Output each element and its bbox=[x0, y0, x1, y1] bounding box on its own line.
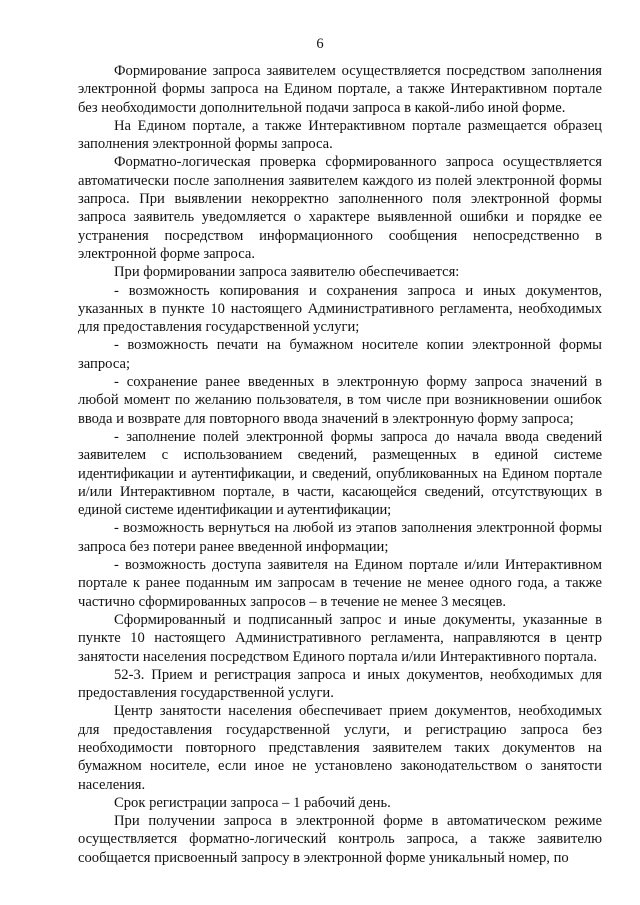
paragraph-request-formation: Формирование запроса заявителем осуществляется посредством заполнения электронной формы запроса на Едином портале, а также Интерактивном портале без необходимости дополнительной подачи запроса в какой-либо иной форме. bbox=[78, 63, 602, 116]
paragraph-electronic-receipt: При получении запроса в электронной форме в автоматическом режиме осуществляется форматно-логический контроль запроса, а также заявителю сообщается присвоенный запросу в электронной форме уникальный номер, по bbox=[78, 813, 602, 866]
document-body bbox=[78, 62, 602, 867]
paragraph-sample-form: На Едином портале, а также Интерактивном портале размещается образец заполнения электронной формы запроса. bbox=[78, 117, 602, 153]
list-item-return-step: - возможность вернуться на любой из этапов заполнения электронной формы запроса без потери ранее введенной информации; bbox=[78, 520, 602, 555]
list-item-save-values: - сохранение ранее введенных в электронную форму запроса значений в любой момент по желанию пользователя, в том числе при возникновении ошибок ввода и возврате для повторного ввода значений в электронную форму запроса; bbox=[78, 374, 602, 427]
paragraph-submission: Сформированный и подписанный запрос и иные документы, указанные в пункте 10 настоящего Административного регламента, направляются в центр занятости населения посредством Единого портала и/или Интерактивного портала. bbox=[78, 611, 602, 665]
list-item-autofill: - заполнение полей электронной формы запроса до начала ввода сведений заявителем с использованием сведений, размещенных в единой системе идентификации и аутентификации, и сведений, опубликованных на Едином портале и/или Интерактивном портале, в части, касающейся сведений, отсутствующих в единой системе идентификации и аутентификации; bbox=[78, 428, 602, 519]
paragraph-registration-term: Срок регистрации запроса – 1 рабочий день. bbox=[114, 794, 391, 811]
list-item-print: - возможность печати на бумажном носителе копии электронной формы запроса; bbox=[78, 337, 602, 372]
paragraph-format-logical-check: Форматно-логическая проверка сформированного запроса осуществляется автоматически после заполнения заявителем каждого из полей электронной формы запроса. При выявлении некорректно заполненного поля электронной формы запроса заявитель уведомляется о характере выявленной ошибки и порядке ее устранения посредством информационного сообщения непосредственно в электронной форме запроса. bbox=[78, 154, 602, 262]
paragraph-provided-features-intro: При формировании запроса заявителю обеспечивается: bbox=[114, 264, 460, 281]
page-number: 6 bbox=[316, 36, 324, 52]
paragraph-employment-center: Центр занятости населения обеспечивает прием документов, необходимых для предоставления государственной услуги, и регистрацию запроса без необходимости повторного представления заявителем таких документов на бумажном носителе, если иное не установлено законодательством о занятости населения. bbox=[78, 703, 602, 793]
list-item-copy-save: - возможность копирования и сохранения запроса и иных документов, указанных в пункте 10 настоящего Административного регламента, необходимых для предоставления государственной услуги; bbox=[78, 282, 602, 336]
list-item-access-history: - возможность доступа заявителя на Едином портале и/или Интерактивном портале к ранее поданным им запросам в течение не менее одного года, а также частично сформированных запросов – в течение не менее 3 месяцев. bbox=[78, 557, 602, 610]
section-heading-52-3: 52-3. Прием и регистрация запроса и иных документов, необходимых для предоставления государственной услуги. bbox=[78, 666, 602, 702]
